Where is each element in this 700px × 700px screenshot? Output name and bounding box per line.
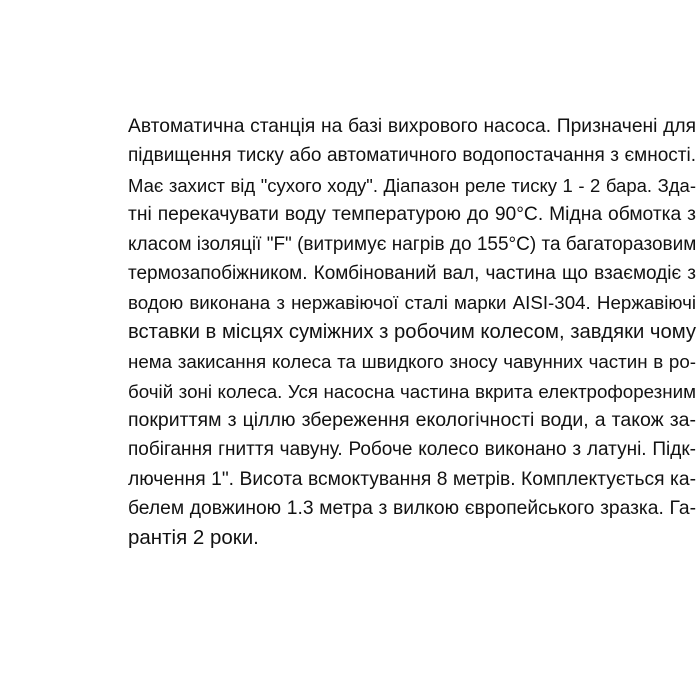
description-line: нема закисання колеса та швидкого зносу чавунних частин в ро-	[128, 351, 696, 373]
description-line: вставки в місцях суміжних з робочим колесом, завдяки чому	[128, 320, 696, 343]
description-line: тні перекачувати воду температурою до 90°C. Мідна обмотка з	[128, 204, 696, 226]
description-line: лючення 1". Висота всмоктування 8 метрів. Комплектується ка-	[128, 468, 696, 490]
description-line: класом ізоляції "F" (витримує нагрів до 155°C) та багаторазовим	[128, 233, 697, 255]
description-line: бочій зоні колеса. Уся насосна частина вкрита електрофорезним	[128, 380, 696, 402]
description-line: підвищення тиску або автоматичного водопостачання з ємності.	[128, 145, 696, 167]
description-line-last: рантія 2 роки.	[128, 526, 259, 550]
product-description	[128, 112, 696, 553]
description-line: белем довжиною 1.3 метра з вилкою європейського зразка. Га-	[128, 498, 696, 520]
description-line: водою виконана з нержавіючої сталі марки AISI-304. Нержавіючі	[128, 292, 696, 314]
description-line: термозапобіжником. Комбінований вал, частина що взаємодіє з	[128, 262, 696, 284]
description-line: Автоматична станція на базі вихрового насоса. Призначені для	[128, 116, 696, 137]
description-line: Має захист від "сухого ходу". Діапазон реле тиску 1 - 2 бара. Зда-	[128, 174, 696, 196]
description-line: покриттям з ціллю збереження екологічності води, а також за-	[128, 408, 696, 431]
description-line: побігання гниття чавуну. Робоче колесо виконано з латуні. Підк-	[128, 439, 696, 461]
